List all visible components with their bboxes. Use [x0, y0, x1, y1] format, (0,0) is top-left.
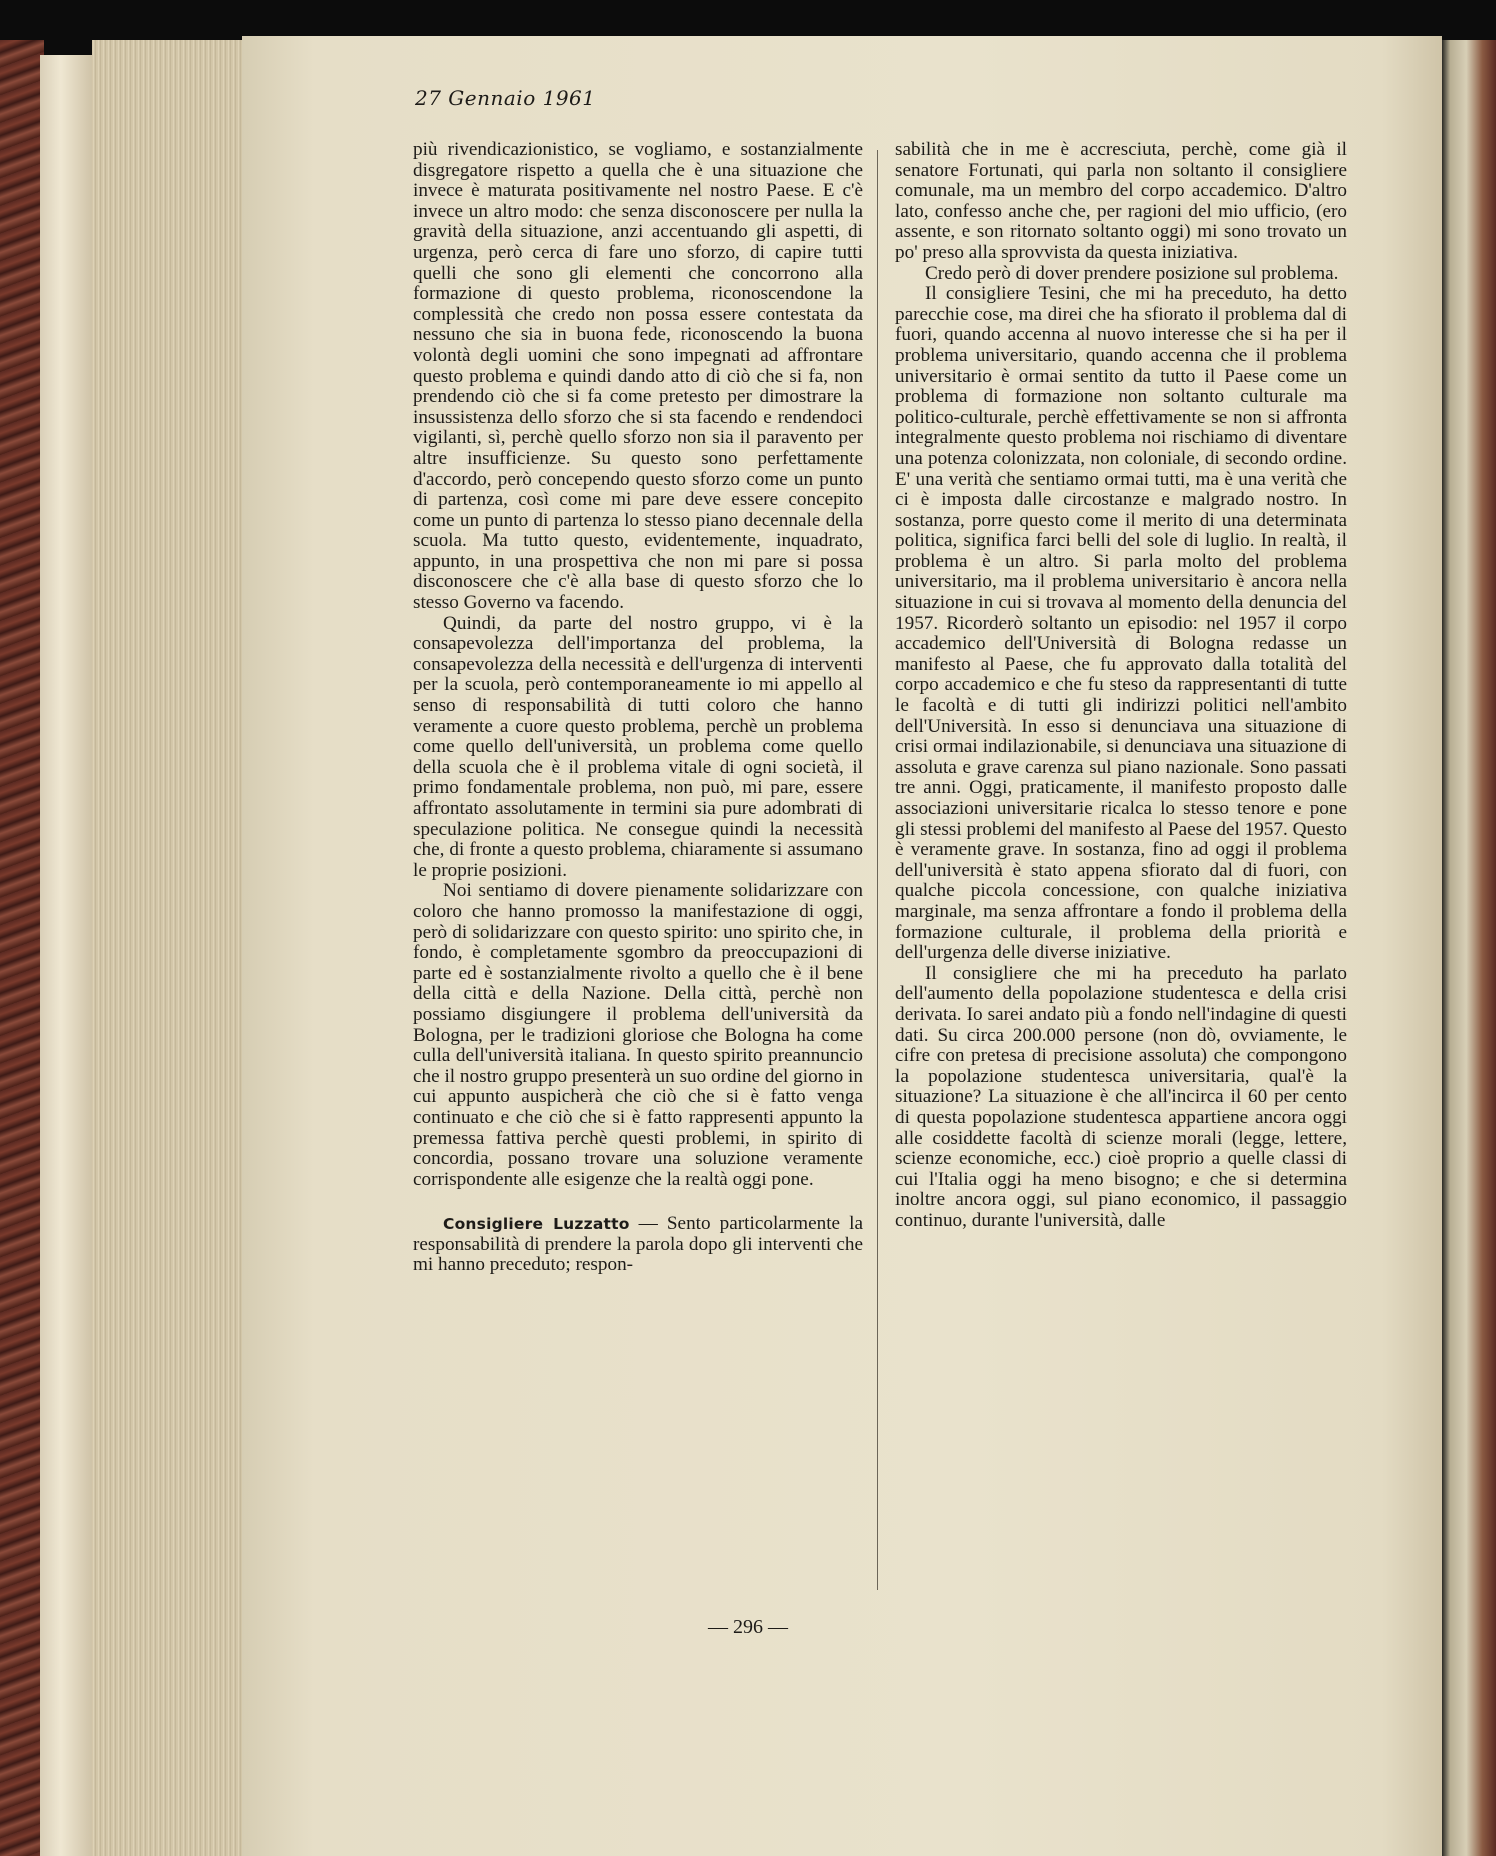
paragraph: Noi sentiamo di dovere pienamente solidarizzare con coloro che hanno promosso la manifestazione di oggi, però di solidarizzare con questo spirito: uno spirito che, in fondo, è completamente sgombro da preoccupazioni di parte ed è sostanzialmente rivolto a quello che è il bene della città e della Nazione. Della città, perchè non possiamo disgiungere il problema dell'università da Bologna, per le tradizioni gloriose che Bologna ha come culla dell'università italiana. In questo spirito preannuncio che il nostro gruppo presenterà un suo ordine del giorno in cui appunto auspicherà che ciò che si è fatto venga continuato e che ciò che si è fatto rappresenti appunto la premessa fattiva perchè questi problemi, in spirito di concordia, possano trovare una soluzione veramente corrispondente alle esigenze che la realtà oggi pone. [413, 880, 863, 1190]
left-text-column [413, 140, 863, 1276]
paragraph: Quindi, da parte del nostro gruppo, vi è la consapevolezza dell'importanza del problema, la consapevolezza della necessità e dell'urgenza di interventi per la scuola, però contemporaneamente io mi appello al senso di responsabilità di tutti coloro che hanno veramente a cuore questo problema, perchè un problema come quello dell'università, un problema come quello della scuola che è il problema vitale di ogni società, il primo fondamentale problema, non può, mi pare, essere affrontato assolutamente in termini sia pure adombrati di speculazione politica. Ne consegue quindi la necessità che, di fronte a questo problema, chiaramente si assumano le proprie posizioni. [413, 612, 863, 881]
book-cover-marbled-edge [0, 40, 44, 1856]
column-divider [877, 150, 878, 1590]
speaker-paragraph [413, 1214, 863, 1276]
right-text-column [895, 140, 1347, 1231]
page-header-date: 27 Gennaio 1961 [415, 86, 596, 110]
paragraph: Il consigliere Tesini, che mi ha preceduto, ha detto parecchie cose, ma direi che ha sfiorato il problema dal di fuori, quando accenna al nuovo interesse che si ha per il problema universitario, quando accenna che il problema universitario è ormai sentito da tutto il Paese come un problema di formazione non soltanto culturale ma politico-culturale, perchè effettivamente se non si affronta integralmente questo problema noi rischiamo di diventare una potenza colonizzata, non coloniale, di secondo ordine. E' una verità che sentiamo ormai tutti, ma è una verità che ci è imposta dalle circostanze e malgrado nostro. In sostanza, porre questo come il merito di una determinata politica, significa farci belli del sole di luglio. In realtà, il problema è un altro. Si parla molto del problema universitario, ma il problema universitario è ancora nella situazione in cui si trovava al momento della denuncia del 1957. Ricorderò soltanto un episodio: nel 1957 il corpo accademico dell'Università di Bologna redasse un manifesto al Paese, che fu approvato dalla totalità del corpo accademico e che fu steso da rappresentanti di tutte le facoltà e di tutti gli indirizzi politici nell'ambito dell'Università. In esso si denunciava una situazione di crisi ormai indilazionabile, si denunciava una situazione di assoluta e grave carenza sul piano nazionale. Sono passati tre anni. Oggi, praticamente, il manifesto proposto dalle associazioni universitarie ricalca lo stesso tenore e pone gli stessi problemi del manifesto al Paese del 1957. Questo è veramente grave. In sostanza, fino ad oggi il problema dell'università è stato appena sfiorato dal di fuori, con qualche piccola concessione, con qualche iniziativa marginale, ma senza affrontare a fondo il problema della formazione culturale, il problema della priorità e dell'urgenza delle diverse iniziative. [895, 283, 1347, 964]
page-number: — 296 — [708, 1616, 788, 1638]
page-stack-edge [92, 40, 242, 1856]
speaker-name: Consigliere Luzzatto [443, 1215, 630, 1234]
paragraph: sabilità che in me è accresciuta, perchè, come già il senatore Fortunati, qui parla non soltanto il consigliere comunale, ma un membro del corpo accademico. D'altro lato, confesso anche che, per ragioni del mio ufficio, (ero assente, e son ritornato soltanto oggi) mi sono trovato un po' preso alla sprovvista da questa iniziativa. [895, 139, 1347, 263]
paragraph: Il consigliere che mi ha preceduto ha parlato dell'aumento della popolazione studentesca e della crisi derivata. Io sarei andato più a fondo nell'indagine di questi dati. Su circa 200.000 persone (non dò, ovviamente, le cifre con pretesa di precisione assoluta) che compongono la popolazione studentesca universitaria, qual'è la situazione? La situazione è che all'incirca il 60 per cento di questa popolazione studentesca appartiene ancora oggi alle cosiddette facoltà di scienze morali (legge, lettere, scienze economiche, ecc.) cioè proprio a quelle classi di cui l'Italia oggi ha meno bisogno; e che si determina inoltre ancora oggi, sul piano economico, il passaggio continuo, durante l'università, dalle [895, 962, 1347, 1231]
paragraph: più rivendicazionistico, se vogliamo, e sostanzialmente disgregatore rispetto a quella che è una situazione che invece è maturata positivamente nel nostro Paese. E c'è invece un altro modo: che senza disconoscere per nulla la gravità della situazione, anzi accentuando gli aspetti, di urgenza, però cerca di fare uno sforzo, di capire tutti quelli che sono gli elementi che concorrono alla formazione di questo problema, riconoscendone la complessità che credo non possa essere contestata da nessuno che sia in buona fede, riconoscendo la buona volontà degli uomini che sono impegnati ad affrontare questo problema e quindi dando atto di ciò che si fa, non prendendo ciò che si fa come pretesto per dimostrare la insussistenza dello sforzo che si sta facendo e rendendoci vigilanti, sì, perchè quello sforzo non sia il paravento per altre insufficienze. Su questo sono perfettamente d'accordo, però concependo questo sforzo come un punto di partenza, così come mi pare deve essere concepito come un punto di partenza lo stesso piano decennale della scuola. Ma tutto questo, evidentemente, inquadrato, appunto, in una prospettiva che non mi pare si possa disconoscere che c'è alla base di questo sforzo che lo stesso Governo va facendo. [413, 139, 863, 614]
book-binding-edge [40, 55, 92, 1856]
paragraph: Credo però di dover prendere posizione sul problema. [925, 262, 1339, 284]
speaker-text: — Sento particolarmente la responsabilità di prendere la parola dopo gli interventi che mi hanno preceduto; respon- [413, 1213, 863, 1276]
facing-page-edge [1442, 40, 1496, 1856]
